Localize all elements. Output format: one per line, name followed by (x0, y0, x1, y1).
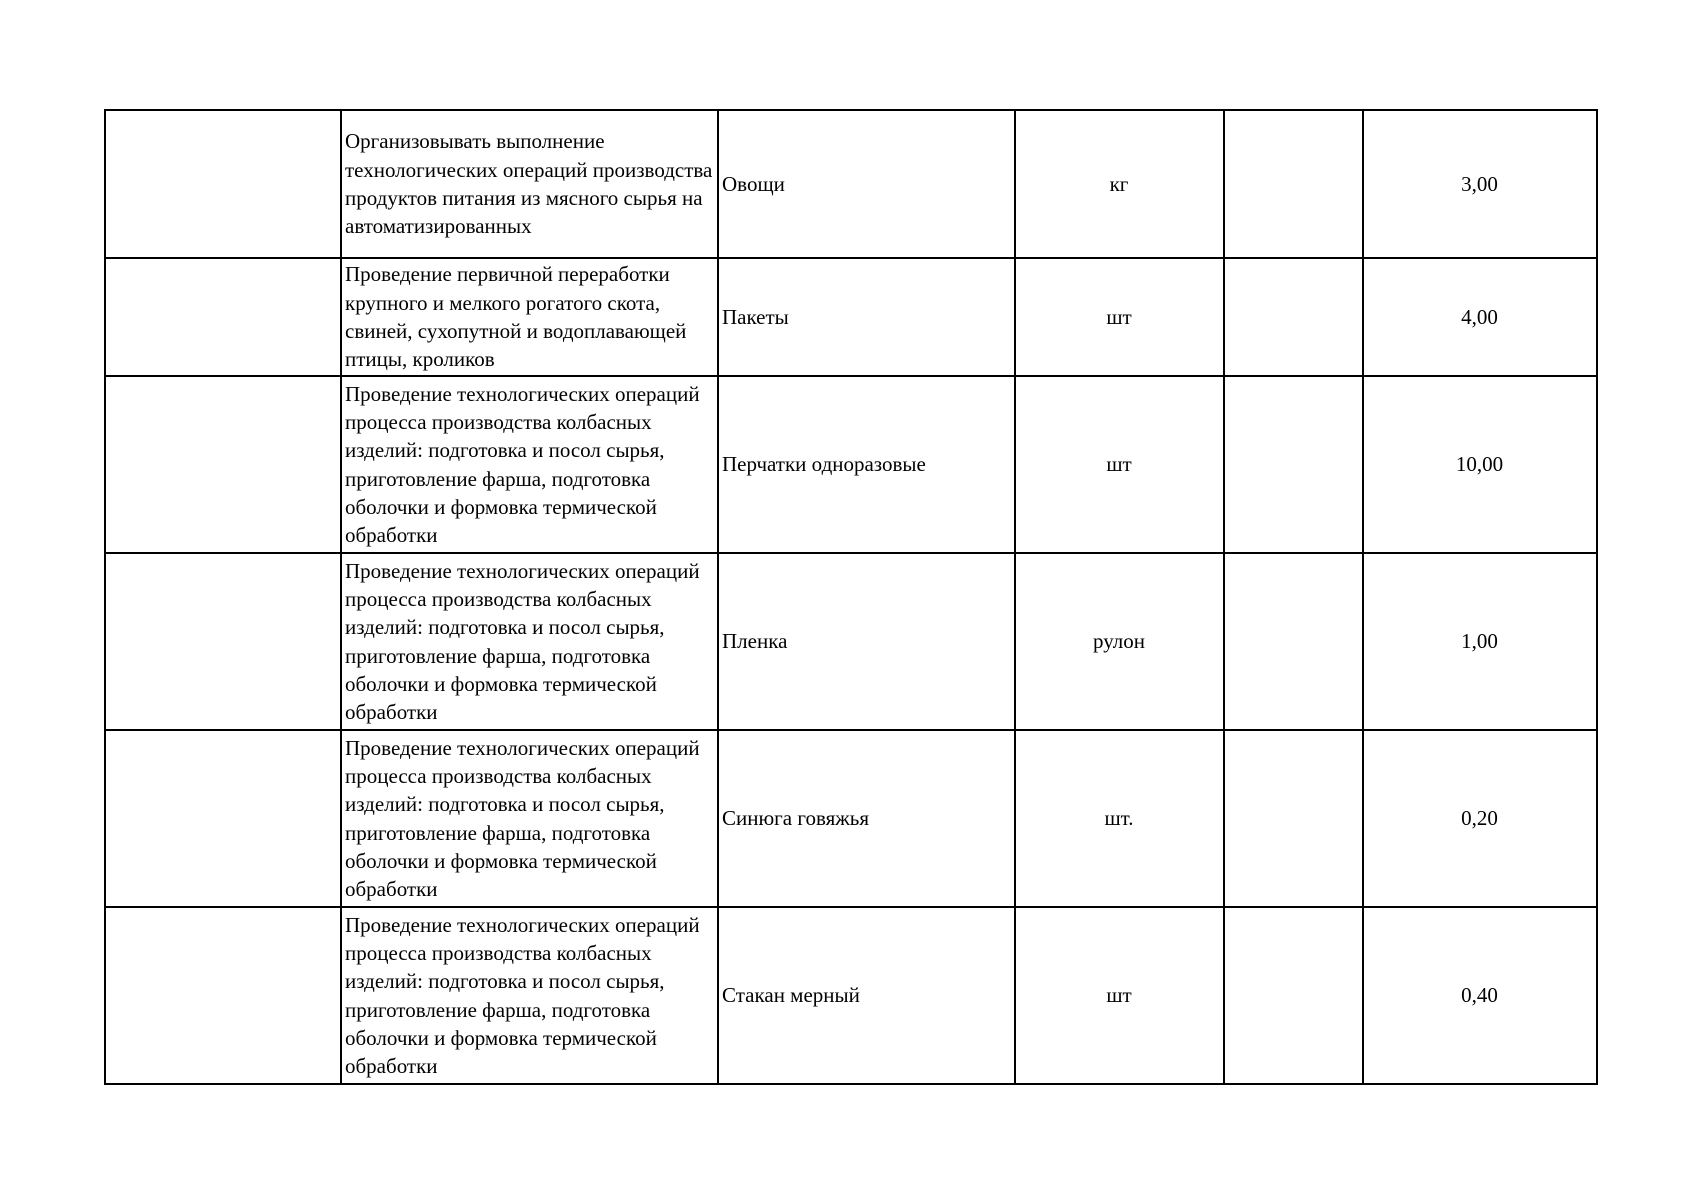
empty-cell (1224, 110, 1363, 258)
empty-cell (1224, 730, 1363, 907)
quantity-cell: 0,20 (1363, 730, 1597, 907)
table-row (105, 553, 1597, 730)
table-row (105, 110, 1597, 258)
unit-cell: рулон (1015, 553, 1224, 730)
material-name-cell: Пленка (718, 553, 1015, 730)
empty-cell (1224, 376, 1363, 553)
table-row (105, 376, 1597, 553)
quantity-cell: 3,00 (1363, 110, 1597, 258)
quantity-cell: 1,00 (1363, 553, 1597, 730)
operation-description-cell: Проведение технологических операций процесса производства колбасных изделий: подготовка и посол сырья, приготовление фарша, подготовка оболочки и формовка термической обработки (341, 553, 718, 730)
material-name-cell: Синюга говяжья (718, 730, 1015, 907)
table-row (105, 258, 1597, 376)
material-name-cell: Стакан мерный (718, 907, 1015, 1084)
empty-cell (1224, 258, 1363, 376)
material-name-cell: Овощи (718, 110, 1015, 258)
quantity-cell: 10,00 (1363, 376, 1597, 553)
row-number-cell (105, 110, 341, 258)
unit-cell: шт (1015, 258, 1224, 376)
unit-cell: кг (1015, 110, 1224, 258)
unit-cell: шт. (1015, 730, 1224, 907)
operation-description-cell: Проведение первичной переработки крупного и мелкого рогатого скота, свиней, сухопутной и водоплавающей птицы, кроликов (341, 258, 718, 376)
empty-cell (1224, 553, 1363, 730)
material-name-cell: Пакеты (718, 258, 1015, 376)
quantity-cell: 4,00 (1363, 258, 1597, 376)
row-number-cell (105, 907, 341, 1084)
materials-table (104, 109, 1598, 1085)
operation-description-cell: Проведение технологических операций процесса производства колбасных изделий: подготовка и посол сырья, приготовление фарша, подготовка оболочки и формовка термической обработки (341, 376, 718, 553)
table-row (105, 730, 1597, 907)
empty-cell (1224, 907, 1363, 1084)
row-number-cell (105, 258, 341, 376)
unit-cell: шт (1015, 907, 1224, 1084)
operation-description-cell: Организовывать выполнение технологических операций производства продуктов питания из мясного сырья на автоматизированных (341, 110, 718, 258)
unit-cell: шт (1015, 376, 1224, 553)
row-number-cell (105, 376, 341, 553)
material-name-cell: Перчатки одноразовые (718, 376, 1015, 553)
table-row (105, 907, 1597, 1084)
quantity-cell: 0,40 (1363, 907, 1597, 1084)
row-number-cell (105, 553, 341, 730)
row-number-cell (105, 730, 341, 907)
operation-description-cell: Проведение технологических операций процесса производства колбасных изделий: подготовка и посол сырья, приготовление фарша, подготовка оболочки и формовка термической обработки (341, 730, 718, 907)
operation-description-cell: Проведение технологических операций процесса производства колбасных изделий: подготовка и посол сырья, приготовление фарша, подготовка оболочки и формовка термической обработки (341, 907, 718, 1084)
